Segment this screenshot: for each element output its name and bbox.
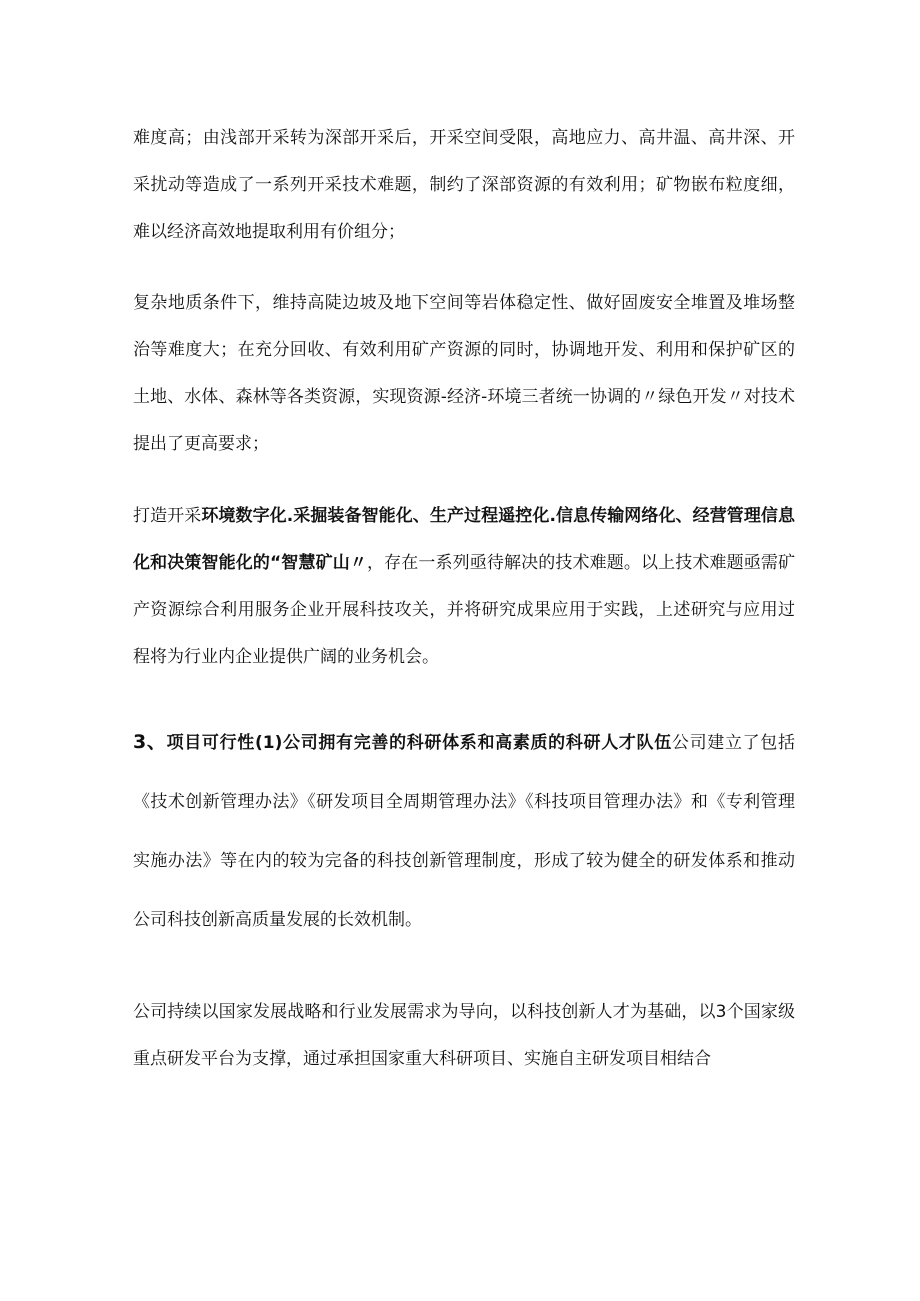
paragraph-smart-mine-bold: 环境数字化.采掘装备智能化、生产过程遥控化.信息传输网络化、经营管理信息化和决策智能化的“智慧矿山〃 <box>133 506 796 573</box>
section-heading: 项目可行性(1)公司拥有完善的科研体系和高素质的科研人才队伍 <box>166 733 672 753</box>
paragraph-smart-mine <box>133 493 795 681</box>
paragraph-deep-mining-difficulty: 难度高；由浅部开采转为深部开采后，开采空间受限，高地应力、高井温、高井深、开采扰动等造成了一系列开采技术难题，制约了深部资源的有效利用；矿物嵌布粒度细，难以经济高效地提取利用有价组分； <box>133 128 795 242</box>
paragraph-project-feasibility <box>133 713 795 950</box>
section-number: 3、 <box>133 731 167 753</box>
paragraph-feasibility-body: 公司建立了包括《技术创新管理办法》《研发项目全周期管理办法》《科技项目管理办法》和《专利管理实施办法》等在内的较为完备的科技创新管理制度，形成了较为健全的研发体系和推动公司科技创新高质量发展的长效机制。 <box>133 733 795 930</box>
paragraph-national-strategy: 公司持续以国家发展战略和行业发展需求为导向，以科技创新人才为基础，以3个国家级重点研发平台为支撑，通过承担国家重大科研项目、实施自主研发项目相结合 <box>133 1002 795 1069</box>
paragraph-smart-mine-start: 打造开采 <box>133 506 202 526</box>
paragraph-geological-conditions: 复杂地质条件下，维持高陡边坡及地下空间等岩体稳定性、做好固废安全堆置及堆场整治等难度大；在充分回收、有效利用矿产资源的同时，协调地开发、利用和保护矿区的土地、水体、森林等各类资源，实现资源-经济-环境三者统一协调的〃绿色开发〃对技术提出了更高要求； <box>133 293 795 454</box>
paragraph-smart-mine-end: ，存在一系列亟待解决的技术难题。以上技术难题亟需矿产资源综合利用服务企业开展科技攻关，并将研究成果应用于实践，上述研究与应用过程将为行业内企业提供广阔的业务机会。 <box>133 553 795 667</box>
